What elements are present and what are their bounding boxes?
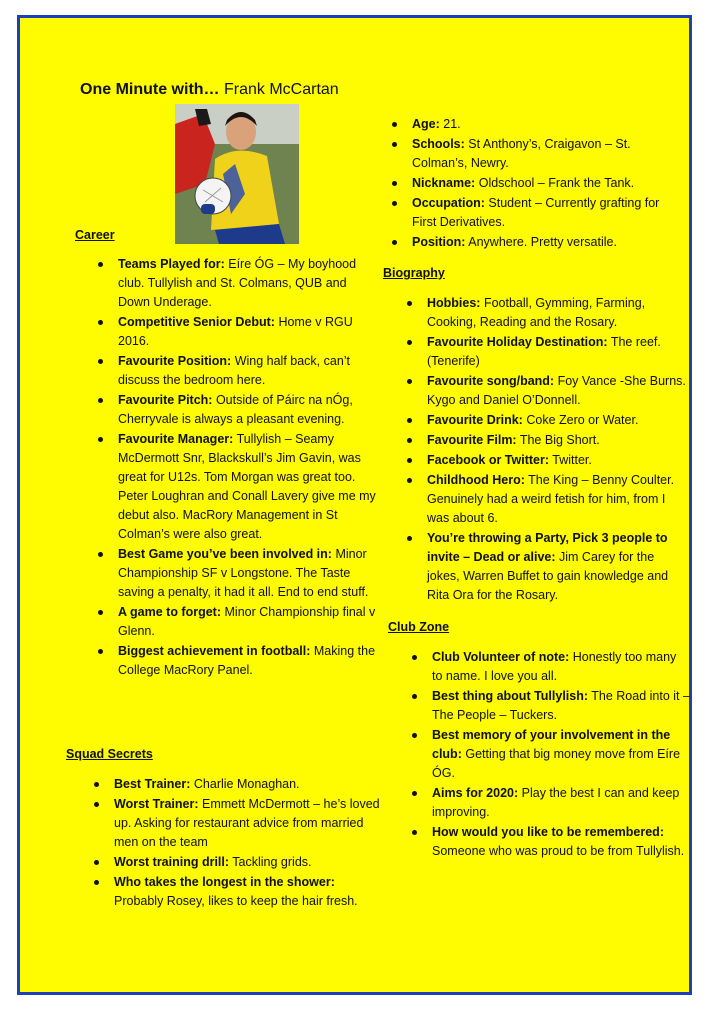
squad-list [90,775,380,912]
list-item: Teams Played for: Eíre ÓG – My boyhood club. Tullylish and St. Colmans, QUB and Down Underage. [94,255,379,312]
list-item: Schools: St Anthony’s, Craigavon – St. Colman’s, Newry. [388,135,678,173]
list-item: Occupation: Student – Currently grafting for First Derivatives. [388,194,678,232]
list-item: Favourite Manager: Tullylish – Seamy McDermott Snr, Blackskull’s Jim Gavin, was great for U12s. Tom Morgan was great too. Peter Loughran and Conall Lavery give me my debut also. MacRory Management in St Colman’s were also great. [94,430,379,544]
document-page [17,15,692,995]
page-title [80,81,339,99]
list-item: Favourite Holiday Destination: The reef. (Tenerife) [403,333,688,371]
list-item: Best Game you’ve been involved in: Minor Championship SF v Longstone. The Taste saving a penalty, it had it all. End to end stuff. [94,545,379,602]
list-item: Facebook or Twitter: Twitter. [403,451,688,470]
list-item: A game to forget: Minor Championship final v Glenn. [94,603,379,641]
player-photo-icon [175,104,299,244]
list-item: Age: 21. [388,115,678,134]
title-name: Frank McCartan [224,81,339,98]
list-item: Best memory of your involvement in the club: Getting that big money move from Eíre ÓG. [408,726,690,783]
player-photo [175,104,299,244]
title-bold: One Minute with… [80,81,220,98]
list-item: Worst training drill: Tackling grids. [90,853,380,872]
list-item: Hobbies: Football, Gymming, Farming, Cooking, Reading and the Rosary. [403,294,688,332]
list-item: Favourite song/band: Foy Vance -She Burns. Kygo and Daniel O’Donnell. [403,372,688,410]
biography-list [403,294,688,606]
club-list [408,648,690,862]
list-item: Worst Trainer: Emmett McDermott – he’s loved up. Asking for restaurant advice from married men on the team [90,795,380,852]
biography-heading: Biography [383,266,445,280]
list-item: Favourite Drink: Coke Zero or Water. [403,411,688,430]
list-item: You’re throwing a Party, Pick 3 people to invite – Dead or alive: Jim Carey for the jokes, Warren Buffet to gain knowledge and Rita Ora for the Rosary. [403,529,688,605]
list-item: Nickname: Oldschool – Frank the Tank. [388,174,678,193]
squad-heading: Squad Secrets [66,747,153,761]
list-item: Position: Anywhere. Pretty versatile. [388,233,678,252]
list-item: Best thing about Tullylish: The Road into it – The People – Tuckers. [408,687,690,725]
career-list [94,255,379,681]
list-item: Biggest achievement in football: Making the College MacRory Panel. [94,642,379,680]
list-item: Favourite Pitch: Outside of Páirc na nÓg, Cherryvale is always a pleasant evening. [94,391,379,429]
list-item: Favourite Position: Wing half back, can’t discuss the bedroom here. [94,352,379,390]
list-item: How would you like to be remembered: Someone who was proud to be from Tullylish. [408,823,690,861]
list-item: Childhood Hero: The King – Benny Coulter. Genuinely had a weird fetish for him, from I was about 6. [403,471,688,528]
club-heading: Club Zone [388,620,450,634]
list-item: Club Volunteer of note: Honestly too many to name. I love you all. [408,648,690,686]
list-item: Favourite Film: The Big Short. [403,431,688,450]
list-item: Aims for 2020: Play the best I can and keep improving. [408,784,690,822]
profile-list [388,115,678,253]
list-item: Competitive Senior Debut: Home v RGU 2016. [94,313,379,351]
career-heading: Career [75,228,115,242]
list-item: Best Trainer: Charlie Monaghan. [90,775,380,794]
list-item: Who takes the longest in the shower: Probably Rosey, likes to keep the hair fresh. [90,873,380,911]
